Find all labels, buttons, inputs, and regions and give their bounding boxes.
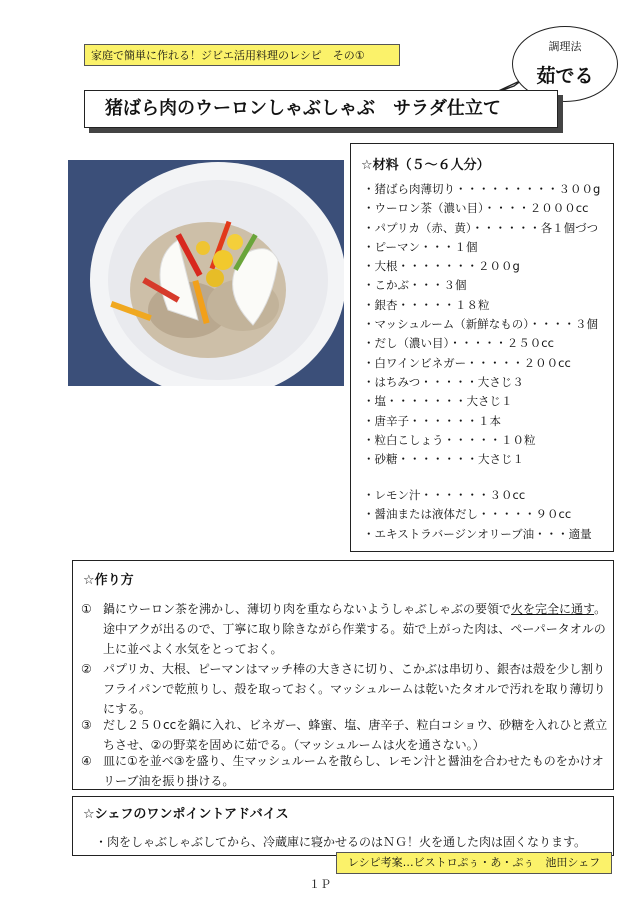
method-label: 調理法 <box>548 40 582 53</box>
method-value: 茹でる <box>536 65 594 87</box>
recipe-credit: レシピ考案…ビストロぷぅ・あ・ぷぅ 池田シェフ <box>336 852 612 874</box>
step-text: 皿に①を並べ③を盛り、生マッシュルームを散らし、レモン汁と醤油を合わせたものをかけオリーブ油を振り掛ける。 <box>103 754 604 788</box>
list-item: ・だし（濃い目）・・・・・２５０cc <box>363 336 554 351</box>
ingredients-panel <box>350 143 614 552</box>
list-item: ・塩・・・・・・・大さじ１ <box>363 394 513 409</box>
list-item: ・唐辛子・・・・・・１本 <box>363 413 501 428</box>
step-1 <box>79 599 609 659</box>
list-item: ・猪ばら肉薄切り・・・・・・・・・３００g <box>363 182 601 196</box>
advice-heading: ☆シェフのワンポイントアドバイス <box>83 807 289 822</box>
dish-photo <box>68 160 344 386</box>
list-item: ・パプリカ（赤、黄）・・・・・・各１個づつ <box>363 220 599 235</box>
step-number: ③ <box>81 718 92 732</box>
list-item: ・はちみつ・・・・・大さじ３ <box>363 374 524 389</box>
list-item: ・ピーマン・・・１個 <box>363 239 478 254</box>
list-item: ・ウーロン茶（濃い目）・・・・２０００cc <box>363 201 589 216</box>
list-item: ・レモン汁・・・・・・３０cc <box>363 488 526 502</box>
step-text: 鍋にウーロン茶を沸かし、薄切り肉を重ならないようしゃぶしゃぶの要領で火を完全に通す。途中アクが出るので、丁寧に取り除きながら作業する。茹で上がった肉は、ペーパータオルの上に並べよく水気をとっておく。 <box>103 602 607 656</box>
series-tag: 家庭で簡単に作れる！ジビエ活用料理のレシピ その① <box>84 44 400 66</box>
step-text: だし２５０ccを鍋に入れ、ビネガー、蜂蜜、塩、唐辛子、粒白コショウ、砂糖を入れひと煮立ちさせ、②の野菜を固めに茹でる。（マッシュルームは火を通さない。） <box>103 718 608 752</box>
list-item: ・マッシュルーム（新鮮なもの）・・・・３個 <box>363 317 599 332</box>
ingredients-list <box>363 180 600 469</box>
page-number: １Ｐ <box>309 878 331 891</box>
list-item: ・砂糖・・・・・・・大さじ１ <box>363 452 524 467</box>
list-item: ・こかぶ・・・３個 <box>363 278 467 293</box>
list-item: ・大根・・・・・・・２００g <box>363 259 520 274</box>
list-item: ・粒白こしょう・・・・・１０粒 <box>363 432 536 447</box>
dressing-ingredients-list <box>363 486 592 544</box>
chef-advice-panel <box>72 796 614 856</box>
advice-text: ・肉をしゃぶしゃぶしてから、冷蔵庫に寝かせるのはＮＧ！火を通した肉は固くなります。 <box>95 835 587 849</box>
instructions-heading: ☆作り方 <box>83 573 134 588</box>
step-2 <box>79 659 609 719</box>
step-number: ② <box>81 662 92 676</box>
recipe-title: 猪ばら肉のウーロンしゃぶしゃぶ サラダ仕立て <box>84 90 558 128</box>
step-4 <box>79 751 609 791</box>
dish-illustration <box>68 160 344 386</box>
list-item: ・銀杏・・・・・１８粒 <box>363 297 490 312</box>
step-3 <box>79 715 609 755</box>
step-number: ① <box>81 602 92 616</box>
list-item: ・白ワインビネガー・・・・・２００cc <box>363 355 571 370</box>
instructions-panel <box>72 560 614 790</box>
list-item: ・醤油または液体だし・・・・・９０cc <box>363 507 572 522</box>
step-text: パプリカ、大根、ピーマンはマッチ棒の大きさに切り、こかぶは串切り、銀杏は殻を少し割りフライパンで乾煎りし、殻を取っておく。マッシュルームは乾いたタオルで汚れを取り薄切りにする。 <box>103 662 606 716</box>
list-item: ・エキストラバージンオリーブ油・・・適量 <box>363 526 592 541</box>
ingredients-heading: ☆材料（５～６人分） <box>361 158 490 173</box>
underlined-emphasis: 火を完全に通す <box>511 602 595 616</box>
step-number: ④ <box>81 754 92 768</box>
